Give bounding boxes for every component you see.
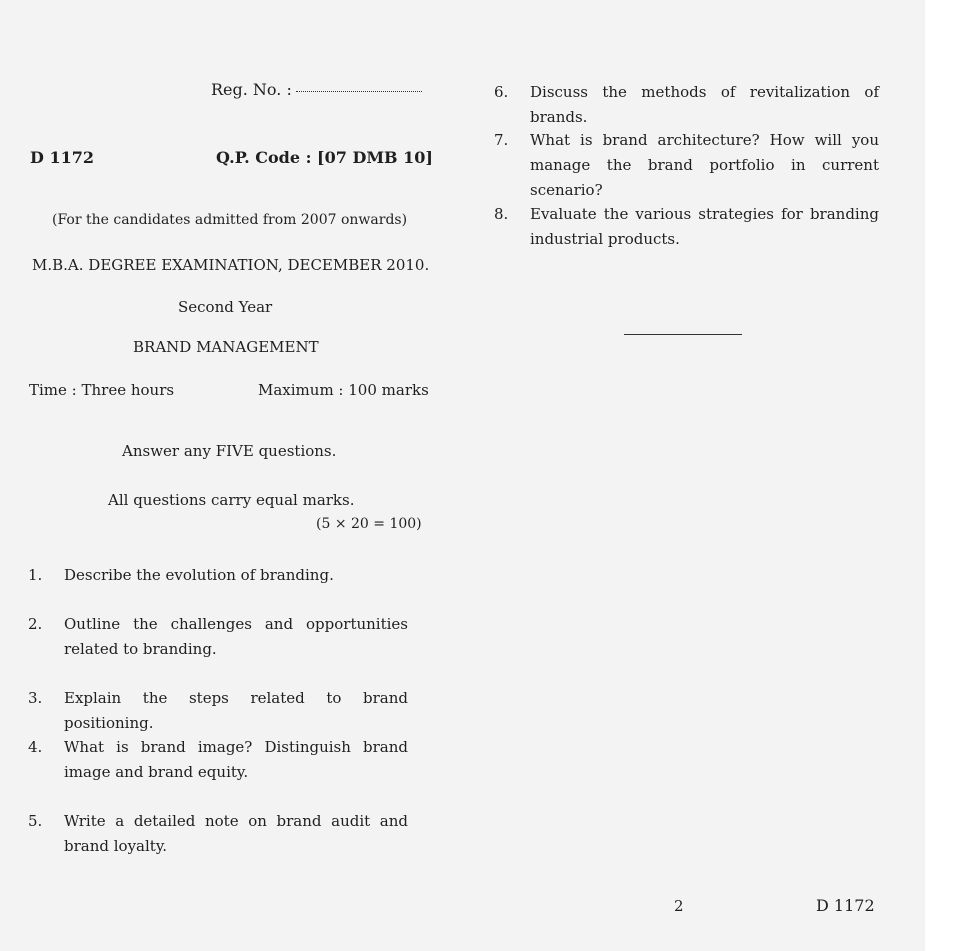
paper-code: D 1172 xyxy=(30,148,94,167)
question-text: Evaluate the various strategies for branding industrial products. xyxy=(530,205,879,248)
time-allowed: Time : Three hours xyxy=(29,381,175,399)
question-number: 7. xyxy=(494,131,509,149)
page-number: 2 xyxy=(674,897,684,915)
question-text: Discuss the methods of revitalization of brands. xyxy=(530,83,879,126)
page-margin-strip xyxy=(925,0,971,951)
footer-paper-code: D 1172 xyxy=(816,896,875,915)
question-number: 1. xyxy=(28,566,43,584)
question-number: 3. xyxy=(28,689,43,707)
reg-no-label: Reg. No. : xyxy=(211,80,292,99)
exam-year: Second Year xyxy=(178,298,273,316)
exam-title: M.B.A. DEGREE EXAMINATION, DECEMBER 2010. xyxy=(32,256,430,274)
reg-no-blank xyxy=(296,91,422,92)
end-rule xyxy=(624,334,742,335)
candidates-note: (For the candidates admitted from 2007 onwards) xyxy=(52,212,408,228)
reg-no xyxy=(211,80,422,99)
question-number: 6. xyxy=(494,83,509,101)
qp-code: Q.P. Code : [07 DMB 10] xyxy=(216,148,433,167)
max-marks: Maximum : 100 marks xyxy=(258,381,429,399)
question-number: 4. xyxy=(28,738,43,756)
question-number: 5. xyxy=(28,812,43,830)
question-text: What is brand image? Distinguish brand image and brand equity. xyxy=(64,738,408,781)
question-number: 8. xyxy=(494,205,509,223)
instruction-equal-marks: All questions carry equal marks. xyxy=(108,491,355,509)
question-text: Outline the challenges and opportunities related to branding. xyxy=(64,615,408,658)
question-text: Describe the evolution of branding. xyxy=(64,566,334,584)
instruction-answer: Answer any FIVE questions. xyxy=(122,442,337,460)
question-number: 2. xyxy=(28,615,43,633)
question-text: Write a detailed note on brand audit and brand loyalty. xyxy=(64,812,408,855)
marks-formula: (5 × 20 = 100) xyxy=(316,516,422,532)
subject-title: BRAND MANAGEMENT xyxy=(133,338,319,356)
question-text: Explain the steps related to brand positioning. xyxy=(64,689,408,732)
question-text: What is brand architecture? How will you manage the brand portfolio in current scenario? xyxy=(530,131,879,199)
